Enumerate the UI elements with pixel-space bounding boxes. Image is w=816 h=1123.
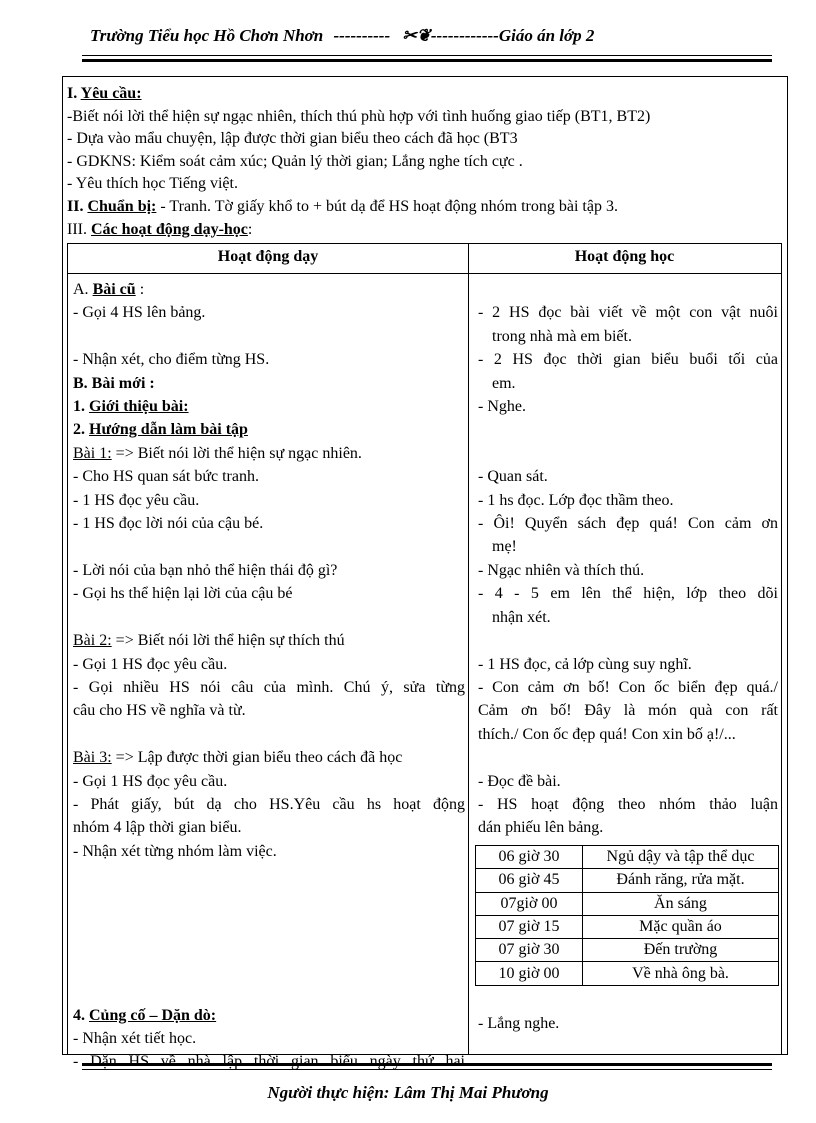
header-learning: Hoạt động học bbox=[574, 248, 675, 265]
section-number: A. bbox=[73, 281, 89, 298]
section-number: III. bbox=[67, 220, 87, 238]
section-number: 4. bbox=[73, 1006, 85, 1024]
header-divider bbox=[68, 273, 781, 274]
section-title: Chuẩn bị: bbox=[87, 197, 157, 215]
learning-line: - Con cảm ơn bố! Con ốc biển đẹp quá./ bbox=[478, 678, 778, 696]
table-row bbox=[476, 939, 779, 962]
requirement-item: - GDKNS: Kiểm soát cảm xúc; Quản lý thời gian; Lắng nghe tích cực . bbox=[67, 152, 523, 170]
requirement-item: - Dựa vào mẩu chuyện, lập được thời gian biểu theo cách đã học (BT3 bbox=[67, 130, 518, 148]
closing-response bbox=[478, 1012, 778, 1035]
learning-line: dán phiếu lên bảng. bbox=[478, 819, 604, 837]
learning-line: Cảm ơn bố! Đây là món quà con rất bbox=[478, 702, 778, 720]
schedule-activity: Ngủ dậy và tập thể dục bbox=[583, 846, 779, 869]
section-preparation bbox=[67, 196, 787, 219]
spacer bbox=[73, 535, 465, 558]
teaching-line: - Lời nói của bạn nhỏ thể hiện thái độ gì? bbox=[73, 561, 338, 579]
exercise-label: Bài 2: bbox=[73, 632, 112, 650]
teaching-line: - Nhận xét từng nhóm làm việc. bbox=[73, 842, 277, 860]
teaching-line: - Gọi hs thể hiện lại lời của cậu bé bbox=[73, 585, 293, 603]
section-title: Giới thiệu bài: bbox=[89, 398, 189, 416]
preparation-text: - Tranh. Tờ giấy khổ to + bút dạ để HS hoạt động nhóm trong bài tập 3. bbox=[156, 197, 618, 215]
schedule-time: 07 giờ 15 bbox=[476, 915, 583, 938]
table-row bbox=[476, 846, 779, 869]
section-title: Củng cố – Dặn dò: bbox=[89, 1006, 217, 1024]
schedule-activity: Ăn sáng bbox=[583, 892, 779, 915]
spacer bbox=[73, 606, 465, 629]
spacer bbox=[73, 325, 465, 348]
learning-line: - Đọc đề bài. bbox=[478, 772, 561, 790]
teaching-line: - Gọi 4 HS lên bảng. bbox=[73, 304, 206, 322]
schedule-time: 07 giờ 30 bbox=[476, 939, 583, 962]
exercise-3-heading bbox=[73, 746, 465, 769]
learning-column bbox=[478, 278, 778, 840]
requirement-item: -Biết nói lời thể hiện sự ngạc nhiên, thích thú phù hợp với tình huống giao tiếp (BT1, BT2) bbox=[67, 107, 651, 125]
schedule-time: 10 giờ 00 bbox=[476, 962, 583, 985]
teaching-line: - Gọi 1 HS đọc yêu cầu. bbox=[73, 655, 228, 673]
schedule-table bbox=[475, 845, 779, 986]
subsection-exercises bbox=[73, 418, 465, 441]
header-rule bbox=[82, 59, 772, 62]
header-dashes: ------------ bbox=[430, 26, 499, 45]
teaching-line: - 1 HS đọc yêu cầu. bbox=[73, 491, 200, 509]
exercise-label: Bài 3: bbox=[73, 749, 112, 767]
footer-rule bbox=[82, 1069, 772, 1070]
learning-line: thích./ Con ốc đẹp quá! Con xin bố ạ!/... bbox=[478, 725, 736, 743]
table-row bbox=[476, 892, 779, 915]
spacer bbox=[73, 723, 465, 746]
teaching-line: - Cho HS quan sát bức tranh. bbox=[73, 468, 259, 486]
spacer bbox=[73, 863, 465, 1003]
schedule-time: 06 giờ 45 bbox=[476, 869, 583, 892]
spacer bbox=[478, 746, 778, 769]
teaching-line: - Nhận xét tiết học. bbox=[73, 1029, 197, 1047]
learning-line: - 4 - 5 em lên thể hiện, lớp theo dõi bbox=[478, 585, 778, 603]
schedule-activity: Về nhà ông bà. bbox=[583, 962, 779, 985]
teaching-line: - Dặn HS về nhà lập thời gian biểu ngày thứ hai bbox=[73, 1053, 465, 1071]
teaching-column bbox=[73, 278, 465, 1074]
exercise-goal: => Biết nói lời thể hiện sự thích thú bbox=[111, 632, 345, 650]
footer-rule bbox=[82, 1063, 772, 1066]
learning-line: - Ôi! Quyển sách đẹp quá! Con cảm ơn bbox=[478, 515, 778, 533]
section-requirements bbox=[67, 83, 787, 106]
header-rule bbox=[82, 55, 772, 56]
colon: : bbox=[135, 281, 145, 298]
spacer bbox=[478, 442, 778, 465]
learning-line: trong nhà mà em biết. bbox=[492, 327, 632, 345]
schedule-activity: Mặc quần áo bbox=[583, 915, 779, 938]
teaching-line: câu cho HS về nghĩa và từ. bbox=[73, 702, 246, 720]
section-title: Hướng dẫn làm bài tập bbox=[89, 421, 248, 439]
section-consolidation bbox=[73, 1004, 465, 1027]
learning-line: mẹ! bbox=[492, 538, 517, 556]
schedule-activity: Đánh răng, rửa mặt. bbox=[583, 869, 779, 892]
table-row bbox=[476, 962, 779, 985]
learning-line: - 2 HS đọc thời gian biểu buổi tối của bbox=[478, 351, 778, 369]
column-divider bbox=[468, 244, 469, 1054]
learning-line: - Nghe. bbox=[478, 398, 526, 416]
learning-line: nhận xét. bbox=[492, 608, 551, 626]
learning-line: - 1 hs đọc. Lớp đọc thầm theo. bbox=[478, 491, 674, 509]
exercise-goal: => Lập được thời gian biểu theo cách đã học bbox=[111, 749, 403, 767]
school-name: Trường Tiểu học Hồ Chơn Nhơn bbox=[90, 26, 324, 45]
learning-line: - Ngạc nhiên và thích thú. bbox=[478, 561, 645, 579]
teaching-line: nhóm 4 lập thời gian biểu. bbox=[73, 819, 242, 837]
section-activities bbox=[67, 219, 787, 242]
header-teaching: Hoạt động dạy bbox=[217, 248, 319, 265]
ornament-icon: ✂❦ bbox=[402, 26, 431, 45]
lesson-intro bbox=[67, 83, 787, 241]
learning-line: - HS hoạt động theo nhóm thảo luận bbox=[478, 795, 778, 813]
schedule-time: 06 giờ 30 bbox=[476, 846, 583, 869]
exercise-goal: => Biết nói lời thể hiện sự ngạc nhiên. bbox=[111, 444, 362, 462]
section-number: 2. bbox=[73, 421, 85, 439]
schedule-time: 07giờ 00 bbox=[476, 892, 583, 915]
section-title: Các hoạt động dạy-học bbox=[90, 220, 248, 238]
exercise-1-heading bbox=[73, 442, 465, 465]
section-number: 1. bbox=[73, 398, 85, 416]
section-title: Yêu cầu: bbox=[80, 85, 142, 102]
spacer bbox=[478, 278, 778, 301]
learning-line: - Quan sát. bbox=[478, 468, 548, 486]
section-new-lesson: B. Bài mới : bbox=[73, 374, 155, 392]
exercise-label: Bài 1: bbox=[73, 444, 112, 462]
teaching-line: - Gọi 1 HS đọc yêu cầu. bbox=[73, 772, 228, 790]
teaching-line: - Phát giấy, bút dạ cho HS.Yêu cầu hs hoạt động bbox=[73, 795, 465, 813]
learning-line: - 2 HS đọc bài viết về một con vật nuôi bbox=[478, 304, 778, 322]
table-row bbox=[476, 915, 779, 938]
spacer bbox=[478, 629, 778, 652]
grade-label: Giáo án lớp 2 bbox=[498, 26, 595, 45]
colon: : bbox=[247, 220, 253, 238]
exercise-2-heading bbox=[73, 629, 465, 652]
teaching-line: - Gọi nhiều HS nói câu của mình. Chú ý, sửa từng bbox=[73, 678, 465, 696]
section-number: II. bbox=[67, 197, 84, 215]
spacer bbox=[478, 418, 778, 441]
learning-line: - 1 HS đọc, cả lớp cùng suy nghĩ. bbox=[478, 655, 692, 673]
teaching-line: - Nhận xét, cho điểm từng HS. bbox=[73, 351, 270, 369]
learning-line: em. bbox=[492, 374, 516, 392]
page-header bbox=[90, 26, 750, 46]
schedule-activity: Đến trường bbox=[583, 939, 779, 962]
page-footer: Người thực hiện: Lâm Thị Mai Phương bbox=[267, 1083, 549, 1102]
subsection-intro bbox=[73, 395, 465, 418]
section-number: I. bbox=[67, 85, 78, 102]
requirement-item: - Yêu thích học Tiếng việt. bbox=[67, 175, 238, 193]
section-old-lesson bbox=[73, 278, 465, 301]
section-title: Bài cũ bbox=[92, 281, 136, 298]
table-row bbox=[476, 869, 779, 892]
learning-line: - Lắng nghe. bbox=[478, 1015, 560, 1032]
header-dashes: ---------- bbox=[333, 26, 391, 45]
teaching-line: - 1 HS đọc lời nói của cậu bé. bbox=[73, 515, 264, 533]
